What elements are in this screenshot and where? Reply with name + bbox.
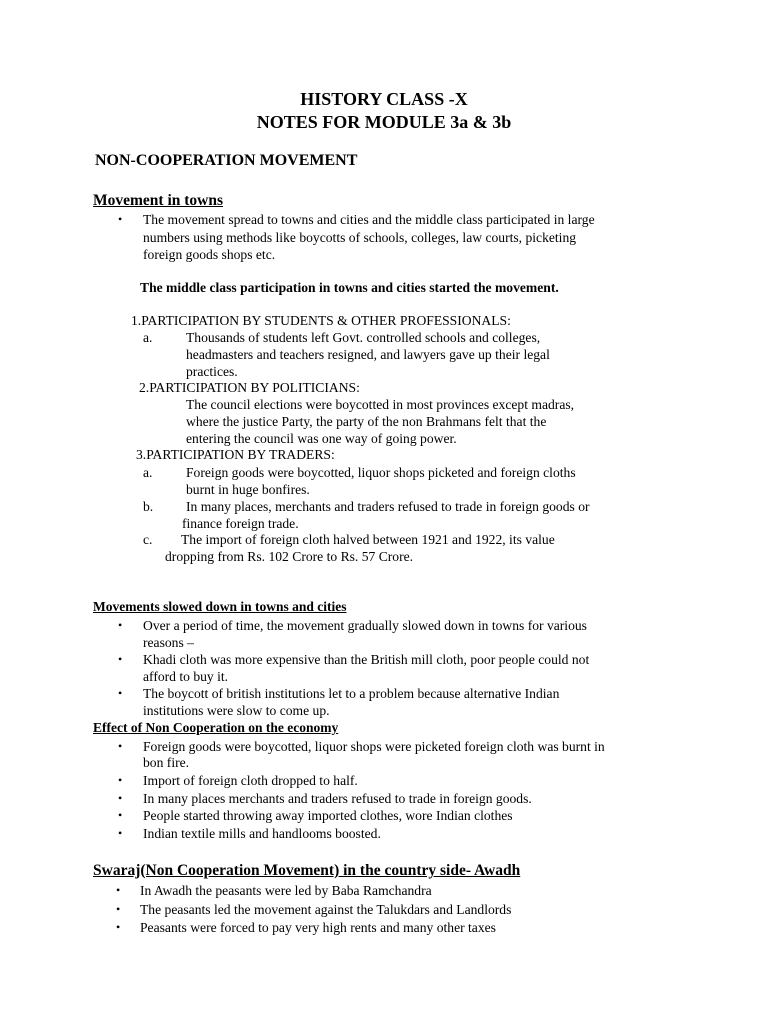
- list-marker: a.: [143, 465, 153, 480]
- politicians-line: where the justice Party, the party of the non Brahmans felt that the: [186, 414, 547, 429]
- politicians-line: The council elections were boycotted in most provinces except madras,: [186, 397, 575, 412]
- bullet-icon: •: [118, 808, 123, 822]
- traders-line: burnt in huge bonfires.: [186, 482, 310, 497]
- towns-bullet-line: foreign goods shops etc.: [143, 247, 276, 262]
- subheading-politicians: 2.PARTICIPATION BY POLITICIANS:: [139, 380, 360, 395]
- slowed-item-line: The boycott of british institutions let to a problem because alternative Indian: [143, 686, 560, 701]
- economy-item-line: In many places merchants and traders refused to trade in foreign goods.: [143, 791, 532, 806]
- bullet-icon: •: [118, 686, 123, 700]
- main-heading: NON-COOPERATION MOVEMENT: [95, 152, 358, 169]
- swaraj-item: The peasants led the movement against the Talukdars and Landlords: [140, 902, 512, 917]
- section-heading-towns: Movement in towns: [93, 192, 224, 209]
- slowed-item-line: Over a period of time, the movement gradually slowed down in towns for various: [143, 618, 587, 633]
- towns-bullet-line: numbers using methods like boycotts of schools, colleges, law courts, picketing: [143, 230, 577, 245]
- students-line: headmasters and teachers resigned, and lawyers gave up their legal: [186, 347, 550, 362]
- economy-item-line: Foreign goods were boycotted, liquor shops were picketed foreign cloth was burnt in: [143, 739, 605, 754]
- economy-item-line: Indian textile mills and handlooms boosted.: [143, 826, 381, 841]
- bullet-icon: •: [118, 773, 123, 787]
- traders-line: dropping from Rs. 102 Crore to Rs. 57 Crore.: [165, 549, 414, 564]
- bullet-icon: •: [118, 739, 123, 753]
- subheading-students: 1.PARTICIPATION BY STUDENTS & OTHER PROFESSIONALS:: [131, 313, 511, 328]
- bullet-icon: •: [118, 826, 123, 840]
- list-marker: a.: [143, 330, 153, 345]
- economy-item-line: bon fire.: [143, 755, 190, 770]
- bullet-icon: •: [116, 883, 121, 897]
- emphasis-text: The middle class participation in towns and cities started the movement.: [140, 280, 559, 295]
- section-heading-swaraj: Swaraj(Non Cooperation Movement) in the country side- Awadh: [93, 862, 521, 879]
- subheading-traders: 3.PARTICIPATION BY TRADERS:: [136, 447, 335, 462]
- bullet-icon: •: [118, 652, 123, 666]
- bullet-icon: •: [116, 902, 121, 916]
- swaraj-item: Peasants were forced to pay very high rents and many other taxes: [140, 920, 496, 935]
- title-line-1: HISTORY CLASS -X: [300, 89, 468, 109]
- traders-line: finance foreign trade.: [182, 516, 299, 531]
- swaraj-item: In Awadh the peasants were led by Baba Ramchandra: [140, 883, 432, 898]
- section-heading-economy: Effect of Non Cooperation on the economy: [93, 720, 339, 735]
- slowed-item-line: reasons –: [143, 635, 194, 650]
- slowed-item-line: afford to buy it.: [143, 669, 229, 684]
- students-line: practices.: [186, 364, 238, 379]
- section-heading-slowed: Movements slowed down in towns and cities: [93, 599, 347, 614]
- bullet-icon: •: [118, 212, 123, 226]
- students-line: Thousands of students left Govt. controlled schools and colleges,: [186, 330, 541, 345]
- slowed-item-line: Khadi cloth was more expensive than the British mill cloth, poor people could not: [143, 652, 590, 667]
- towns-bullet-line: The movement spread to towns and cities and the middle class participated in large: [143, 212, 595, 227]
- economy-item-line: People started throwing away imported clothes, wore Indian clothes: [143, 808, 513, 823]
- traders-line: Foreign goods were boycotted, liquor shops picketed and foreign cloths: [186, 465, 576, 480]
- bullet-icon: •: [118, 791, 123, 805]
- title-line-2: NOTES FOR MODULE 3a & 3b: [256, 112, 512, 132]
- list-marker: b.: [143, 499, 154, 514]
- economy-item-line: Import of foreign cloth dropped to half.: [143, 773, 358, 788]
- slowed-item-line: institutions were slow to come up.: [143, 703, 330, 718]
- traders-line: The import of foreign cloth halved between 1921 and 1922, its value: [181, 532, 555, 547]
- traders-line: In many places, merchants and traders refused to trade in foreign goods or: [186, 499, 590, 514]
- politicians-line: entering the council was one way of going power.: [186, 431, 457, 446]
- list-marker: c.: [143, 532, 153, 547]
- bullet-icon: •: [118, 618, 123, 632]
- bullet-icon: •: [116, 920, 121, 934]
